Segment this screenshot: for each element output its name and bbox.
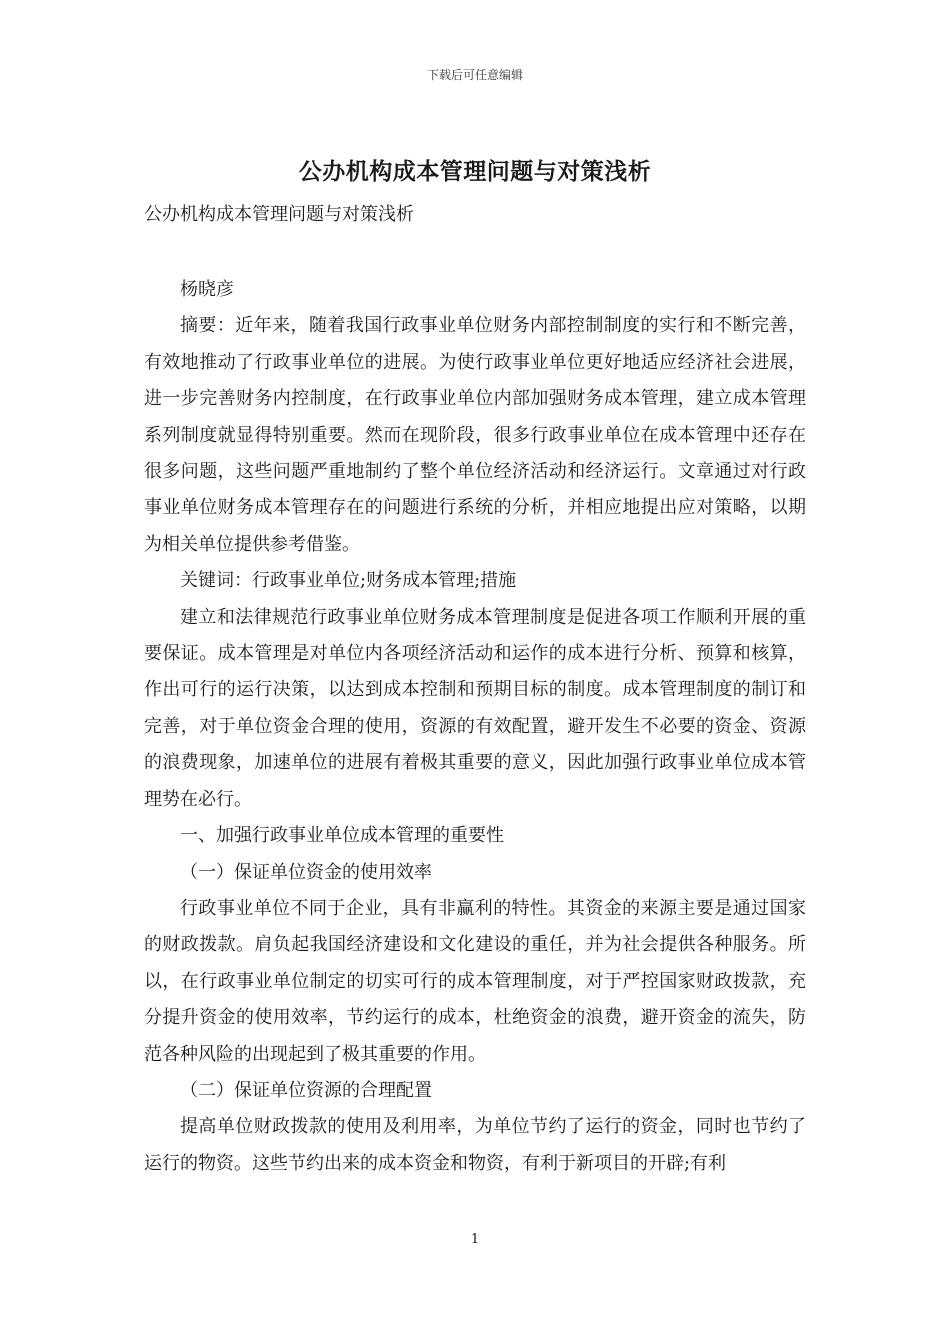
intro-paragraph: 建立和法律规范行政事业单位财务成本管理制度是促进各项工作顺利开展的重要保证。成本管理是对单位内各项经济活动和运作的成本进行分析、预算和核算，作出可行的运行决策，以达到成本控制和预期目标的制度。成本管理制度的制订和完善，对于单位资金合理的使用，资源的有效配置，避开发生不必要的资金、资源的浪费现象，加速单位的进展有着极其重要的意义，因此加强行政事业单位成本管理势在必行。 bbox=[144, 606, 806, 810]
page-number: 1 bbox=[470, 1232, 480, 1247]
document-subtitle: 公办机构成本管理问题与对策浅析 bbox=[144, 204, 414, 225]
header-note: 下载后可任意编辑 bbox=[426, 68, 523, 82]
author-line: 杨晓彦 bbox=[180, 279, 234, 300]
subsection-heading-2: （二）保证单位资源的合理配置 bbox=[180, 1079, 432, 1101]
subsection-heading-1: （一）保证单位资金的使用效率 bbox=[180, 861, 432, 883]
document-title: 公办机构成本管理问题与对策浅析 bbox=[298, 158, 652, 185]
abstract-paragraph: 摘要：近年来，随着我国行政事业单位财务内部控制制度的实行和不断完善，有效地推动了行政事业单位的进展。为使行政事业单位更好地适应经济社会进展，进一步完善财务内控制度，在行政事业单位内部加强财务成本管理，建立成本管理系列制度就显得特别重要。然而在现阶段，很多行政事业单位在成本管理中还存在很多问题，这些问题严重地制约了整个单位经济活动和经济运行。文章通过对行政事业单位财务成本管理存在的问题进行系统的分析，并相应地提出应对策略，以期为相关单位提供参考借鉴。 bbox=[144, 315, 806, 555]
keywords-line: 关键词：行政事业单位;财务成本管理;措施 bbox=[180, 570, 517, 592]
document-body bbox=[144, 272, 806, 1182]
body-paragraph: 提高单位财政拨款的使用及利用率，为单位节约了运行的资金，同时也节约了运行的物资。这些节约出来的成本资金和物资，有利于新项目的开辟;有利 bbox=[144, 1116, 806, 1174]
section-heading-1: 一、加强行政事业单位成本管理的重要性 bbox=[180, 825, 504, 847]
body-paragraph: 行政事业单位不同于企业，具有非赢利的特性。其资金的来源主要是通过国家的财政拨款。肩负起我国经济建设和文化建设的重任，并为社会提供各种服务。所以，在行政事业单位制定的切实可行的成本管理制度，对于严控国家财政拨款，充分提升资金的使用效率，节约运行的成本，杜绝资金的浪费，避开资金的流失，防范各种风险的出现起到了极其重要的作用。 bbox=[144, 897, 806, 1065]
